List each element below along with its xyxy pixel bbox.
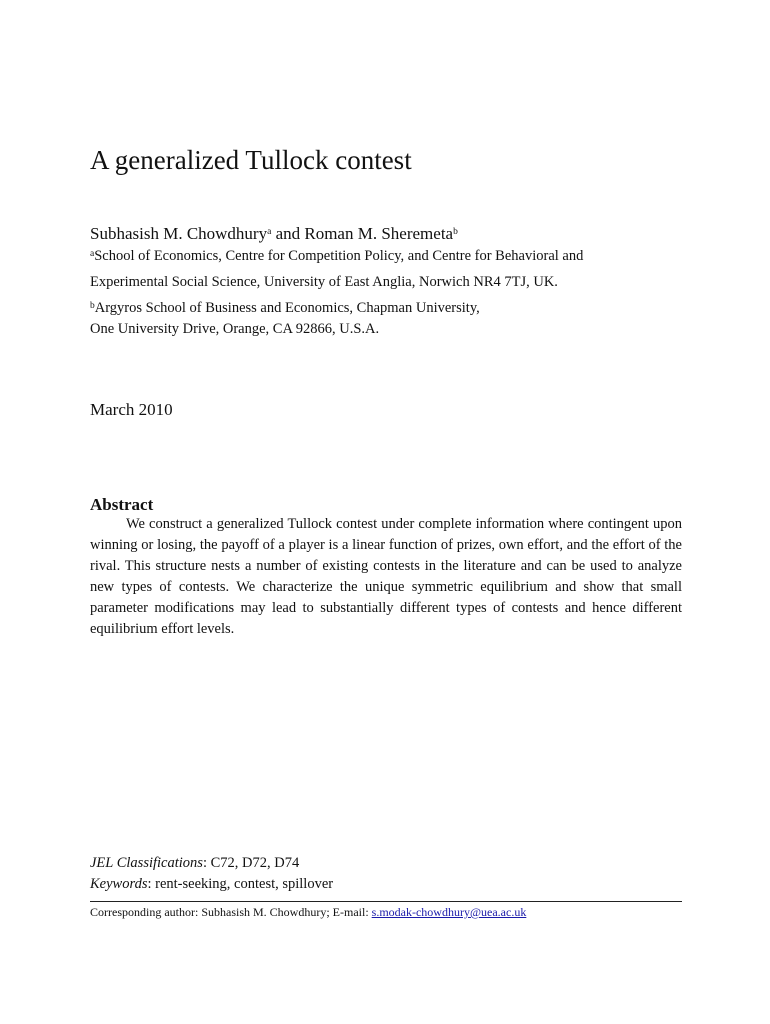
- email-link[interactable]: s.modak-chowdhury@uea.ac.uk: [371, 905, 527, 919]
- affiliation-a-line1: [90, 246, 583, 266]
- affiliation-mark-a: a: [90, 249, 95, 259]
- paper-title: A generalized Tullock contest: [90, 145, 412, 175]
- affiliation-b-line2: One University Drive, Orange, CA 92866, U.S.A.: [90, 321, 380, 337]
- keywords-value: rent-seeking, contest, spillover: [155, 876, 334, 892]
- author-affiliation-mark-b: b: [453, 227, 458, 237]
- abstract-text: We construct a generalized Tullock contest under complete information where contingent upon winning or losing, the payoff of a player is a linear function of prizes, own effort, and the effort of the rival. This structure nests a number of existing contests in the literature and can be used to analyze new types of contests. We characterize the unique symmetric equilibrium and show that small parameter modifications may lead to substantially different types of contests and hence different equilibrium effort levels.: [90, 516, 682, 637]
- affiliation-b-line1: [90, 298, 480, 318]
- abstract-heading: Abstract: [90, 495, 154, 514]
- jel-classifications: [90, 853, 299, 874]
- corresponding-author-footnote: [90, 904, 526, 920]
- author-conjunction: and: [271, 224, 305, 243]
- affiliation-a-line2: Experimental Social Science, University of East Anglia, Norwich NR4 7TJ, UK.: [90, 274, 558, 290]
- keywords-label: Keywords: [90, 876, 148, 892]
- author-chowdhury: Subhasish M. Chowdhury: [90, 224, 268, 243]
- jel-value: C72, D72, D74: [210, 855, 300, 871]
- keywords-separator: :: [147, 876, 156, 892]
- author-line: [90, 222, 458, 246]
- author-affiliation-mark-a: a: [267, 227, 272, 237]
- footnote-text: Corresponding author: Subhasish M. Chowdhury; E-mail:: [90, 905, 372, 919]
- keywords: [90, 874, 333, 895]
- paper-date: March 2010: [90, 400, 173, 419]
- affiliation-b-text-1: Argyros School of Business and Economics, Chapman University,: [94, 300, 480, 316]
- author-sheremeta: Roman M. Sheremeta: [304, 224, 454, 243]
- footnote-divider: [90, 901, 682, 902]
- jel-label: JEL Classifications: [90, 855, 203, 871]
- affiliation-a-text-1: School of Economics, Centre for Competition Policy, and Centre for Behavioral and: [94, 248, 584, 264]
- affiliation-mark-b: b: [90, 301, 95, 311]
- jel-separator: :: [202, 855, 211, 871]
